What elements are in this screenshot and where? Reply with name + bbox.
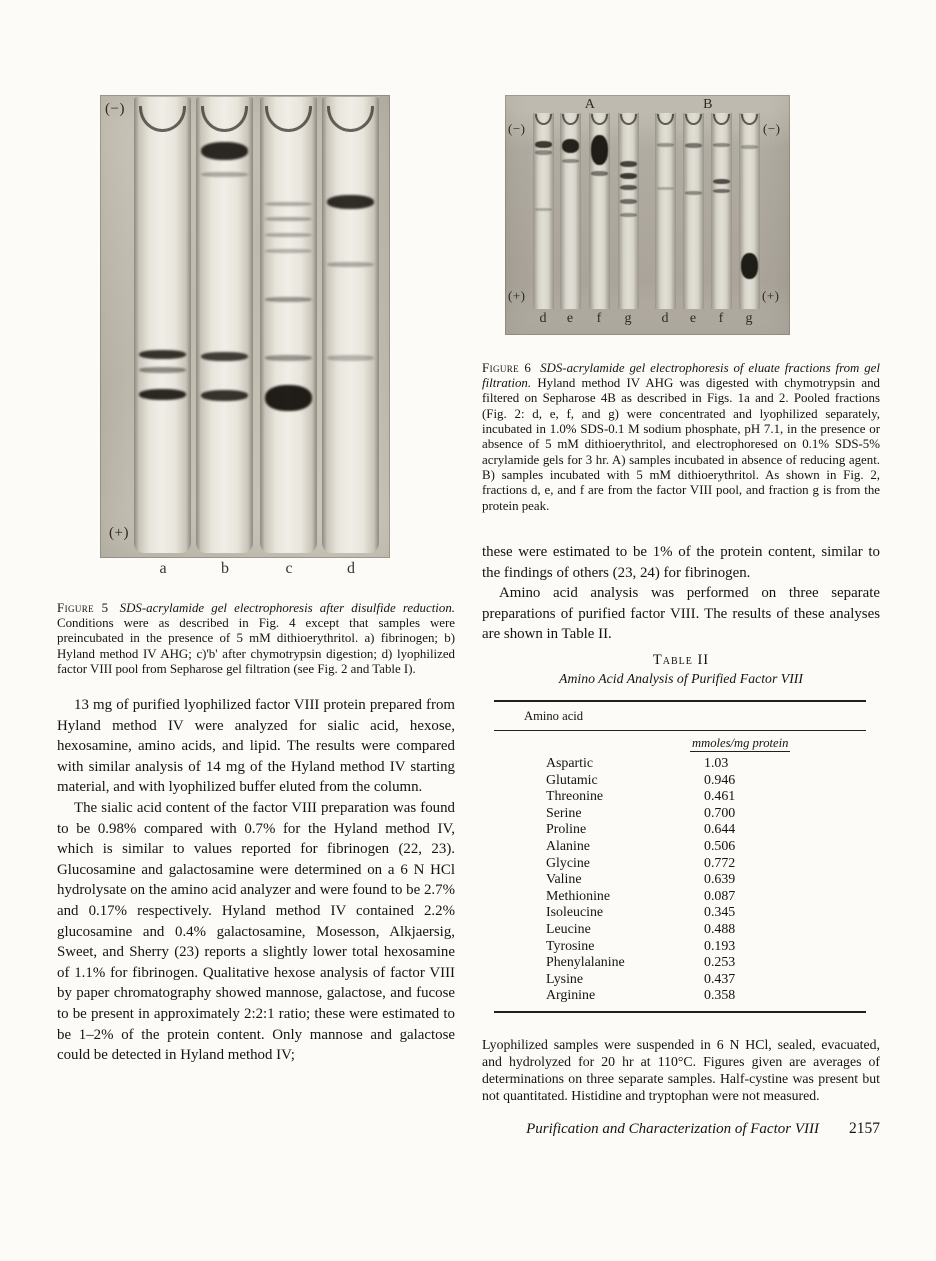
tube-meniscus	[713, 114, 730, 125]
gel-band	[139, 350, 186, 359]
table-subtitle: Amino Acid Analysis of Purified Factor VIII	[559, 671, 803, 686]
figure5-gel-photo	[100, 95, 390, 558]
tube-meniscus	[685, 114, 702, 125]
amino-acid-name: Leucine	[546, 921, 591, 937]
gel-band	[139, 389, 186, 400]
gel-band	[685, 143, 702, 148]
gel-band	[265, 297, 312, 302]
amino-acid-value: 0.700	[704, 805, 736, 821]
right-column-text	[482, 542, 880, 645]
figure6-lane-a-d	[533, 113, 554, 309]
gel-band	[535, 150, 552, 155]
table-footnote: Lyophilized samples were suspended in 6 N HCl, sealed, evacuated, and hydrolyzed for 20 hr at 110°C. Figures given are averages of determinations on three separate samples. Half-cystine was present but not quantitated. Histidine and tryptophan were not measured.	[482, 1036, 880, 1104]
gel-band	[562, 139, 579, 153]
page-number: 2157	[849, 1120, 880, 1137]
gel-band	[562, 159, 579, 163]
gel-band	[265, 202, 312, 206]
column-header-units-label: mmoles/mg protein	[692, 736, 789, 750]
tube-meniscus	[535, 114, 552, 125]
amino-acid-value: 1.03	[704, 756, 729, 771]
gel-band	[327, 262, 374, 267]
amino-acid-value: 0.644	[704, 822, 736, 838]
figure6-caption-text: Hyland method IV AHG was digested with chymotrypsin and filtered on Sepharose 4B as described in Figs. 1a and 2. Pooled fractions (Fig. 2: d, e, f, and g) were concentrated and lyophilized separately, incubated in 1.0% SDS-0.1 M sodium phosphate, pH 7.1, in the presence or absence of 5 mM dithioerythritol, and electrophoresed on 0.1% SDS-5% acrylamide gels for 3 hr. A) samples incubated in absence of reducing agent. B) samples incubated with 5 mM dithioerythritol. As shown in Fig. 2, fractions d, e, and f are from the factor VIII pool, and fraction g is from the protein peak.	[482, 376, 880, 513]
tube-meniscus	[591, 114, 608, 125]
amino-acid-value: 0.358	[704, 988, 736, 1004]
figure6-lane-label-a-g: g	[624, 311, 632, 326]
amino-acid-name: Aspartic	[546, 756, 594, 771]
figure6-caption-title: SDS-acrylamide gel electrophoresis of eluate fractions from gel filtration.	[482, 360, 880, 391]
amino-acid-value: 0.461	[704, 789, 736, 805]
amino-acid-name: Phenylalanine	[546, 955, 625, 971]
tube-meniscus	[741, 114, 758, 125]
figure6-lane-b-e	[683, 113, 704, 309]
amino-acid-name: Arginine	[546, 988, 596, 1004]
gel-band	[201, 172, 248, 177]
table-row	[494, 939, 866, 956]
table-row	[494, 988, 866, 1005]
gel-band	[657, 187, 674, 190]
table-row	[494, 839, 866, 856]
tube-meniscus	[201, 106, 248, 132]
amino-acid-name: Isoleucine	[546, 905, 604, 921]
tube-meniscus	[620, 114, 637, 125]
body-paragraph: The sialic acid content of the factor VIII preparation was found to be 0.98% compared with 0.7% for the Hyland method IV, which is similar to values reported for fibrinogen (22, 23). Glucosamine and galactosamine were determined on a 6 N HCl hydrolysate on the amino acid analyzer and were found to be 2.7% and 0.17% respectively. Hyland method IV contained 2.2% glucosamine and 0.4% galactosamine, Mosesson, Alkjaersig, Sweet, and Sherry (23) reports a slightly lower total hexosamine of 1.1% for fibrinogen. Qualitative hexose analysis of factor VIII by paper chromatography showed mannose, galactose, and fucose to be present in approximately 2:2:1 ratio; these were estimated to be 1–2% of the protein content. Only mannose and galactose could be detected in Hyland method IV;	[57, 799, 455, 1064]
table-row	[494, 773, 866, 790]
body-paragraph: 13 mg of purified lyophilized factor VIII protein prepared from Hyland method IV were analyzed for sialic acid, hexose, hexosamine, amino acids, and lipid. The results were compared with similar analysis of 14 mg of the Hyland method IV starting material, and with lyophilized buffer eluted from the column.	[57, 697, 455, 796]
amino-acid-name: Threonine	[546, 789, 604, 805]
figure5-lane-label-b: b	[221, 560, 229, 577]
tube-meniscus	[562, 114, 579, 125]
table-row	[494, 856, 866, 873]
gel-band	[265, 249, 312, 253]
figure5-lane-c	[260, 97, 317, 553]
gel-band	[265, 233, 312, 237]
table-row	[494, 889, 866, 906]
running-title: Purification and Characterization of Factor VIII	[526, 1121, 819, 1137]
figure6-lane-b-g	[739, 113, 760, 309]
figure6-lane-label-a-d: d	[539, 311, 547, 326]
amino-acid-name: Glutamic	[546, 772, 598, 788]
figure6-lane-b-d	[655, 113, 676, 309]
gel-band	[265, 217, 312, 221]
amino-acid-value: 0.639	[704, 872, 736, 888]
figure6-lane-label-a-f: f	[596, 311, 602, 326]
figure6-lane-label-b-d: d	[661, 311, 669, 326]
table-row	[494, 905, 866, 922]
amino-acid-value: 0.772	[704, 855, 736, 871]
figure6-gel-photo	[505, 95, 790, 335]
gel-band	[591, 171, 608, 176]
figure5-caption-label: Figure 5	[57, 600, 109, 615]
left-column-text	[57, 695, 455, 1066]
amino-acid-values	[494, 756, 866, 1005]
gel-band	[327, 355, 374, 361]
gel-band	[713, 189, 730, 193]
amino-acid-name: Serine	[546, 805, 582, 821]
gel-band	[741, 145, 758, 149]
gel-band	[620, 185, 637, 190]
figure5-lane-a	[134, 97, 191, 553]
gel-band	[620, 213, 637, 217]
figure6-lane-label-b-g: g	[745, 311, 753, 326]
table-row	[494, 822, 866, 839]
gel-band	[620, 199, 637, 204]
body-paragraph: Amino acid analysis was performed on three separate preparations of purified factor VIII. The results of these analyses are shown in Table II.	[482, 585, 880, 643]
gel-band	[201, 390, 248, 401]
figure5-caption	[57, 601, 455, 677]
body-paragraph: these were estimated to be 1% of the protein content, similar to the findings of others (23, 24) for fibrinogen.	[482, 544, 880, 581]
figure6-caption-label: Figure 6	[482, 360, 532, 375]
gel-band	[713, 179, 730, 184]
figure6-lane-label-b-e: e	[689, 311, 697, 326]
amino-acid-value: 0.506	[704, 838, 736, 854]
amino-acid-name: Tyrosine	[546, 938, 595, 954]
table-row	[494, 789, 866, 806]
table-2	[482, 652, 880, 1013]
figure6-caption	[482, 361, 880, 514]
gel-band	[741, 253, 758, 279]
table-row	[494, 872, 866, 889]
gel-band	[139, 367, 186, 373]
tube-meniscus	[139, 106, 186, 132]
figure6-lane-label-b-f: f	[718, 311, 724, 326]
tube-meniscus	[265, 106, 312, 132]
gel-band	[620, 161, 637, 167]
tube-meniscus	[657, 114, 674, 125]
amino-acid-name: Alanine	[546, 838, 590, 854]
page-footer	[482, 1120, 880, 1138]
table-title: Table II	[652, 652, 710, 668]
tube-meniscus	[327, 106, 374, 132]
amino-acid-value: 0.193	[704, 938, 736, 954]
figure5-lane-labels	[100, 560, 390, 582]
table-row	[494, 922, 866, 939]
amino-acid-table-body	[494, 756, 866, 1005]
amino-acid-table	[494, 700, 866, 1013]
gel-band	[201, 142, 248, 160]
gel-band	[685, 191, 702, 195]
amino-acid-value: 0.345	[704, 905, 736, 921]
amino-acid-value: 0.253	[704, 955, 736, 971]
amino-acid-name: Valine	[546, 872, 582, 888]
figure5-lane-b	[196, 97, 253, 553]
figure5-lane-label-a: a	[159, 560, 167, 577]
amino-acid-value: 0.488	[704, 921, 736, 937]
gel-band	[265, 355, 312, 361]
amino-acid-value: 0.087	[704, 888, 736, 904]
figure5-lane-label-c: c	[285, 560, 293, 577]
amino-acid-name: Proline	[546, 822, 587, 838]
gel-band	[713, 143, 730, 147]
gel-band	[535, 141, 552, 148]
figure5-positive-electrode-label: (+)	[109, 525, 129, 541]
gel-band	[591, 135, 608, 165]
table-row	[494, 756, 866, 773]
figure6-positive-electrode-right: (+)	[762, 288, 780, 303]
figure6-lane-a-g	[618, 113, 639, 309]
gel-band	[327, 195, 374, 209]
gel-band	[620, 173, 637, 179]
amino-acid-value: 0.437	[704, 971, 736, 987]
gel-band	[657, 143, 674, 147]
column-header-amino-acid: Amino acid	[494, 702, 866, 731]
amino-acid-value: 0.946	[704, 772, 736, 788]
figure6-lane-a-f	[589, 113, 610, 309]
figure6-negative-electrode-right: (−)	[763, 121, 781, 136]
figure5-caption-text: Conditions were as described in Fig. 4 except that samples were preincubated in the presence of 5 mM dithioerythritol. a) fibrinogen; b) Hyland method IV AHG; c)'b' after chymotrypsin digestion; d) lyophilized factor VIII pool from Sepharose gel filtration (see Fig. 2 and Table I).	[57, 616, 455, 677]
figure6-lane-label-a-e: e	[566, 311, 574, 326]
amino-acid-name: Lysine	[546, 971, 584, 987]
figure6-positive-electrode-left: (+)	[508, 288, 526, 303]
gel-band	[535, 208, 552, 211]
column-header-units	[494, 731, 866, 753]
figure6-negative-electrode-left: (−)	[508, 121, 526, 136]
figure6-group-a-label: A	[584, 97, 596, 112]
figure5-lane-label-d: d	[347, 560, 355, 577]
figure6-lane-a-e	[560, 113, 581, 309]
table-row	[494, 972, 866, 989]
table-row	[494, 955, 866, 972]
figure6-group-b-label: B	[703, 97, 713, 112]
figure5-caption-title: SDS-acrylamide gel electrophoresis after disulfide reduction.	[119, 600, 455, 615]
figure5-lane-d	[322, 97, 379, 553]
figure5-negative-electrode-label: (−)	[105, 101, 125, 117]
figure6-lane-b-f	[711, 113, 732, 309]
amino-acid-name: Glycine	[546, 855, 590, 871]
table-row	[494, 806, 866, 823]
gel-band	[265, 385, 312, 411]
gel-band	[201, 352, 248, 361]
amino-acid-name: Methionine	[546, 888, 611, 904]
